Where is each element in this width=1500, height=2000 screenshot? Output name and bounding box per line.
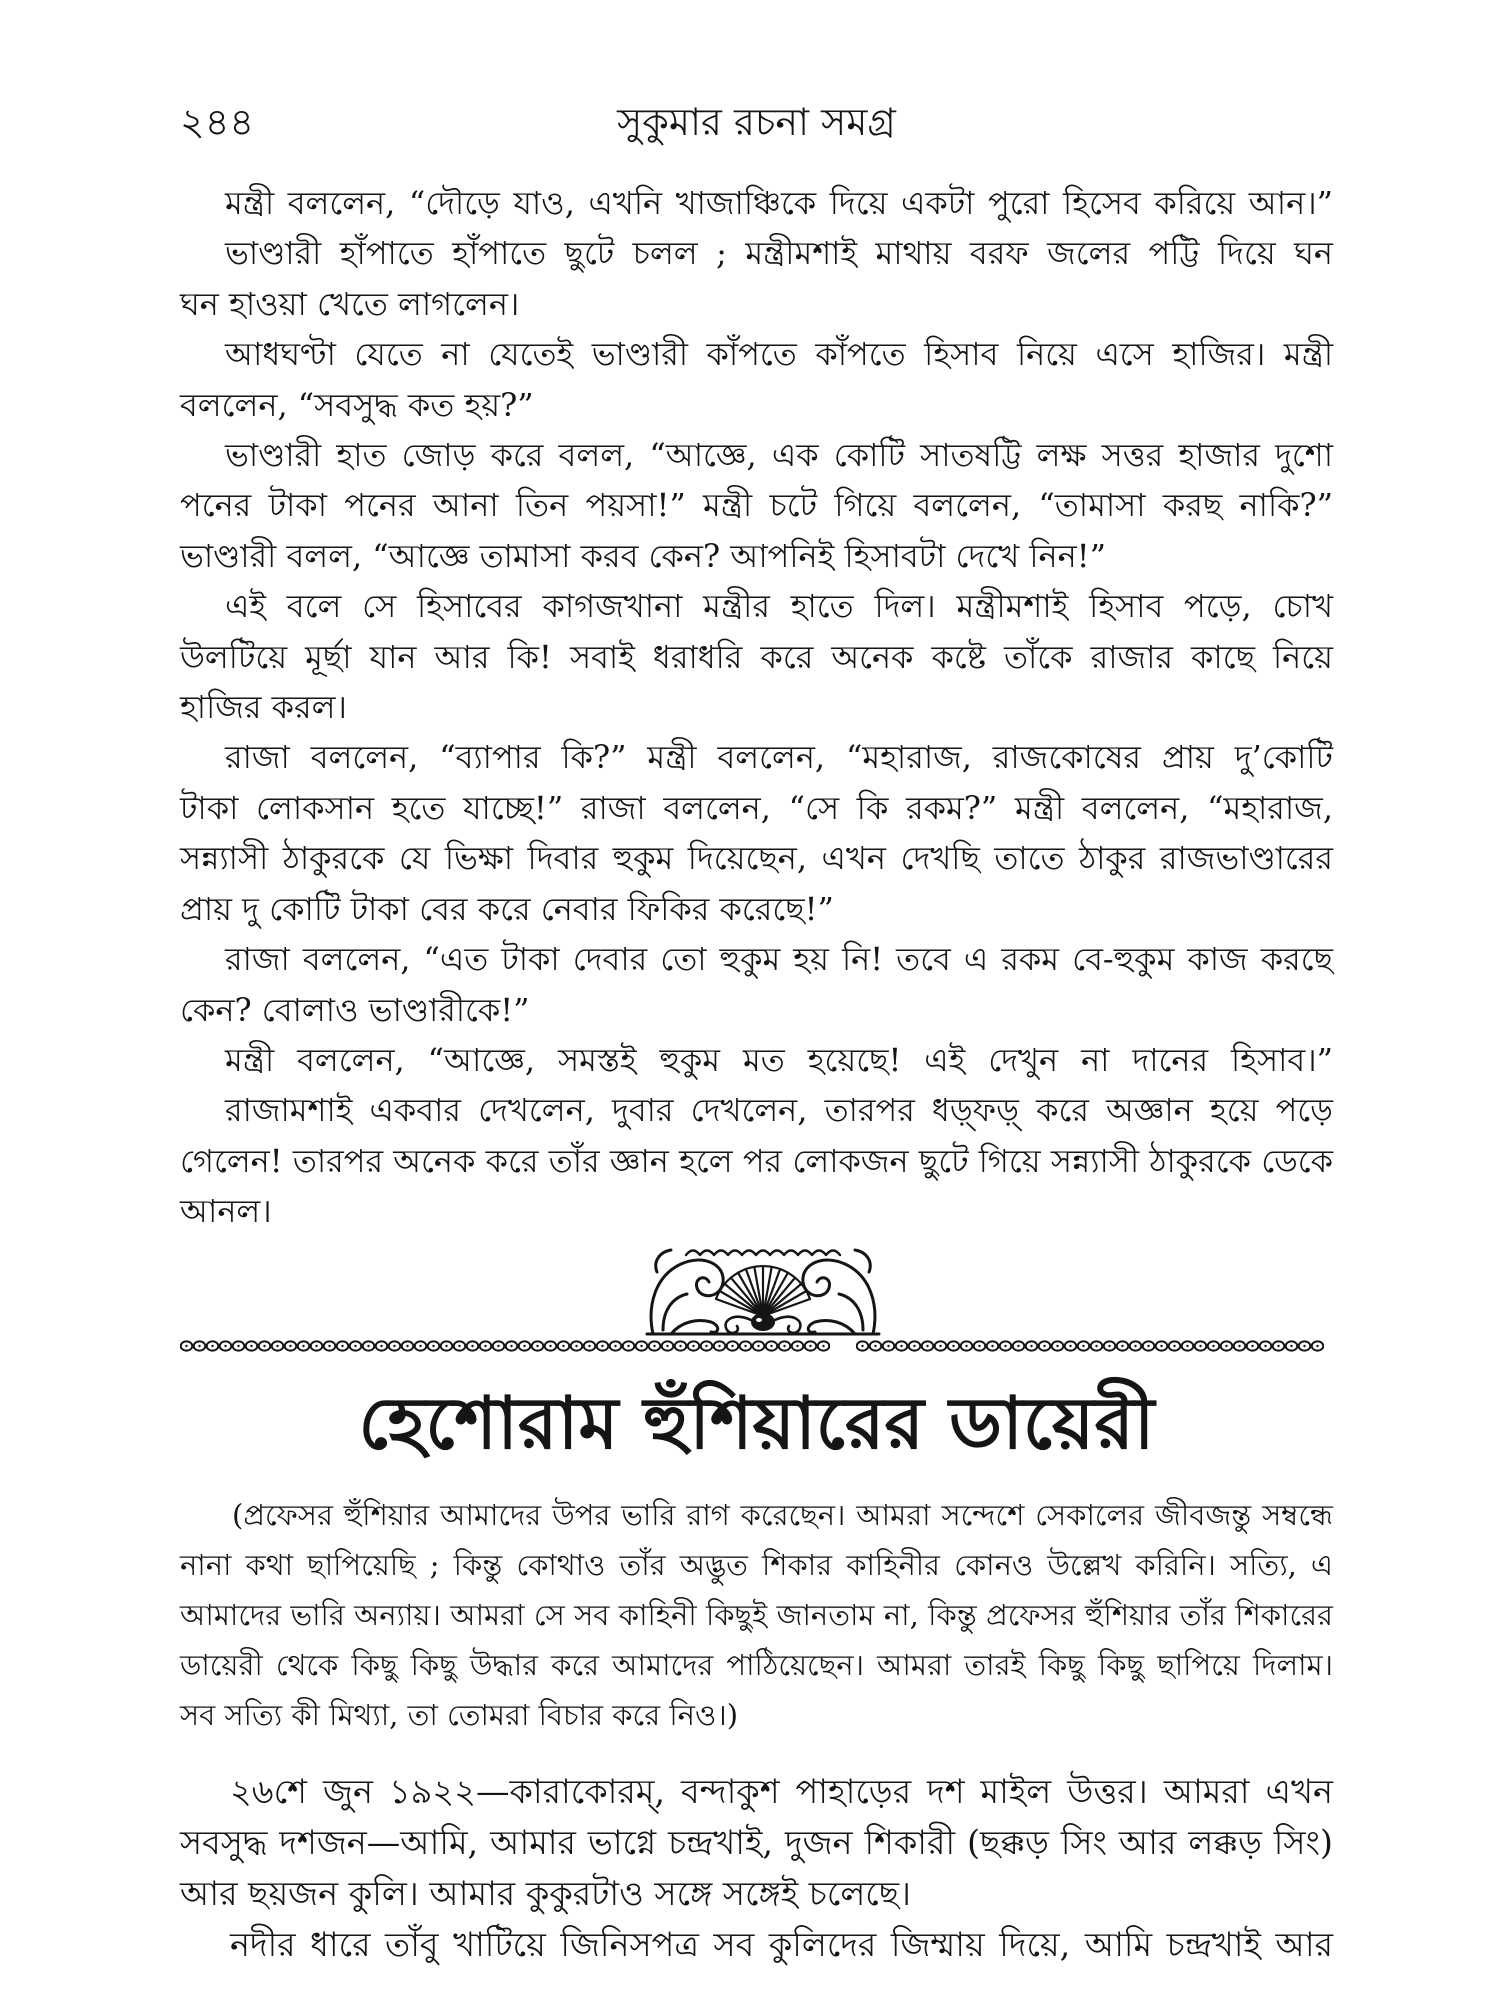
text-line: হাজির করল। xyxy=(180,688,347,727)
text-line: গেলেন! তারপর অনেক করে তাঁর জ্ঞান হলে পর লোকজন ছুটে গিয়ে সন্ন্যাসী ঠাকুরকে ডেকে xyxy=(180,1141,1333,1180)
ornament-right-scroll xyxy=(803,1250,875,1334)
text-line: সন্ন্যাসী ঠাকুরকে যে ভিক্ষা দিবার হুকুম দিয়েছেন, এখন দেখছি তাতে ঠাকুর রাজভাণ্ডারের xyxy=(180,839,1333,878)
text-line: আধঘণ্টা যেতে না যেতেই ভাণ্ডারী কাঁপতে কাঁপতে হিসাব নিয়ে এসে হাজির। মন্ত্রী xyxy=(225,335,1333,374)
book-title: সুকুমার রচনা সমগ্র xyxy=(617,100,896,144)
text-line: রাজা বললেন, “ব্যাপার কি?” মন্ত্রী বললেন, “মহারাজ, রাজকোষের প্রায় দু’কোটি xyxy=(225,738,1333,777)
ornament-fan xyxy=(716,1266,810,1316)
chain-divider-right xyxy=(856,1338,1324,1354)
text-line: রাজামশাই একবার দেখলেন, দুবার দেখলেন, তারপর ধড়্‌ফড়্‌ করে অজ্ঞান হয়ে পড়ে xyxy=(225,1091,1333,1130)
text-line: সব সত্যি কী মিথ্যা, তা তোমরা বিচার করে নিও।) xyxy=(180,1698,739,1732)
text-line: ২৬শে জুন ১৯২২—কারাকোরম্, বন্দাকুশ পাহাড়ের দশ মাইল উত্তর। আমরা এখন xyxy=(230,1772,1333,1811)
story-title: হেশোরাম হুঁশিয়ারের ডায়েরী xyxy=(358,1380,1155,1465)
story-ending-text xyxy=(180,178,1333,1237)
text-line: টাকা লোকসান হতে যাচ্ছে!” রাজা বললেন, “সে কি রকম?” মন্ত্রী বললেন, “মহারাজ, xyxy=(180,788,1333,827)
text-line: মন্ত্রী বললেন, “দৌড়ে যাও, এখনি খাজাঞ্চিকে দিয়ে একটা পুরো হিসেব করিয়ে আন।” xyxy=(225,184,1333,222)
text-line: কেন? বোলাও ভাণ্ডারীকে!” xyxy=(180,990,530,1029)
text-line: নানা কথা ছাপিয়েছি ; কিন্তু কোথাও তাঁর অদ্ভুত শিকার কাহিনীর কোনও উল্লেখ করিনি। সত্যি, এ xyxy=(180,1548,1333,1582)
ornament-top-scallops xyxy=(686,1251,840,1256)
text-line: পনের টাকা পনের আনা তিন পয়সা!” মন্ত্রী চটে গিয়ে বললেন, “তামাসা করছ নাকি?” xyxy=(180,486,1333,525)
text-line: ভাণ্ডারী বলল, “আজ্ঞে তামাসা করব কেন? আপনিই হিসাবটা দেখে নিন!” xyxy=(180,536,1106,575)
text-line: ঘন হাওয়া খেতে লাগলেন। xyxy=(180,284,520,323)
text-line: মন্ত্রী বললেন, “আজ্ঞে, সমস্তই হুকুম মত হয়েছে! এই দেখুন না দানের হিসাব।” xyxy=(225,1040,1333,1079)
text-line: এই বলে সে হিসাবের কাগজখানা মন্ত্রীর হাতে দিল। মন্ত্রীমশাই হিসাব পড়ে, চোখ xyxy=(225,587,1333,626)
floral-ornament-icon xyxy=(641,1242,885,1338)
text-line: আর ছয়জন কুলি। আমার কুকুরটাও সঙ্গে সঙ্গেই চলেছে। xyxy=(180,1874,912,1913)
running-header xyxy=(180,96,1333,148)
page-number: ২৪৪ xyxy=(180,100,255,144)
text-line: ভাণ্ডারী হাঁপাতে হাঁপাতে ছুটে চলল ; মন্ত্রীমশাই মাথায় বরফ জলের পট্টি দিয়ে ঘন xyxy=(225,234,1333,273)
text-line: উলটিয়ে মূর্ছা যান আর কি! সবাই ধরাধরি করে অনেক কষ্টে তাঁকে রাজার কাছে নিয়ে xyxy=(180,637,1333,676)
diary-entry xyxy=(180,1766,1333,1970)
ornament-left-scroll xyxy=(651,1250,723,1334)
text-line: সবসুদ্ধ দশজন—আমি, আমার ভাগ্নে চন্দ্রখাই, দুজন শিকারী (ছক্কড় সিং আর লক্কড় সিং) xyxy=(180,1823,1333,1862)
text-line: ভাণ্ডারী হাত জোড় করে বলল, “আজ্ঞে, এক কোটি সাতষট্টি লক্ষ সত্তর হাজার দুশো xyxy=(225,436,1333,475)
text-line: বললেন, “সবসুদ্ধ কত হয়?” xyxy=(180,385,534,424)
story-title-heading xyxy=(180,1380,1333,1466)
text-line: (প্রফেসর হুঁশিয়ার আমাদের উপর ভারি রাগ করেছেন। আমরা সন্দেশে সেকালের জীবজন্তু সম্বন্ধে xyxy=(232,1498,1333,1532)
text-line: আমাদের ভারি অন্যায়। আমরা সে সব কাহিনী কিছুই জানতাম না, কিন্তু প্রফেসর হুঁশিয়ার তাঁর শিকারের xyxy=(180,1598,1333,1632)
text-line: নদীর ধারে তাঁবু খাটিয়ে জিনিসপত্র সব কুলিদের জিম্মায় দিয়ে, আমি চন্দ্রখাই আর xyxy=(230,1925,1333,1964)
text-line: ডায়েরী থেকে কিছু কিছু উদ্ধার করে আমাদের পাঠিয়েছেন। আমরা তারই কিছু কিছু ছাপিয়ে দিলাম। xyxy=(180,1648,1333,1682)
chain-divider-icon xyxy=(180,1338,1333,1354)
text-line: প্রায় দু কোটি টাকা বের করে নেবার ফিকির করেছে!” xyxy=(180,889,834,928)
text-line: আনল। xyxy=(180,1192,272,1231)
ornament-bud-highlight xyxy=(756,1318,762,1322)
chain-divider-left xyxy=(180,1338,830,1354)
text-line: রাজা বললেন, “এত টাকা দেবার তো হুকুম হয় নি! তবে এ রকম বে-হুকুম কাজ করছে xyxy=(225,940,1333,979)
ornament-bud xyxy=(751,1313,775,1331)
intro-paragraph xyxy=(180,1490,1333,1740)
